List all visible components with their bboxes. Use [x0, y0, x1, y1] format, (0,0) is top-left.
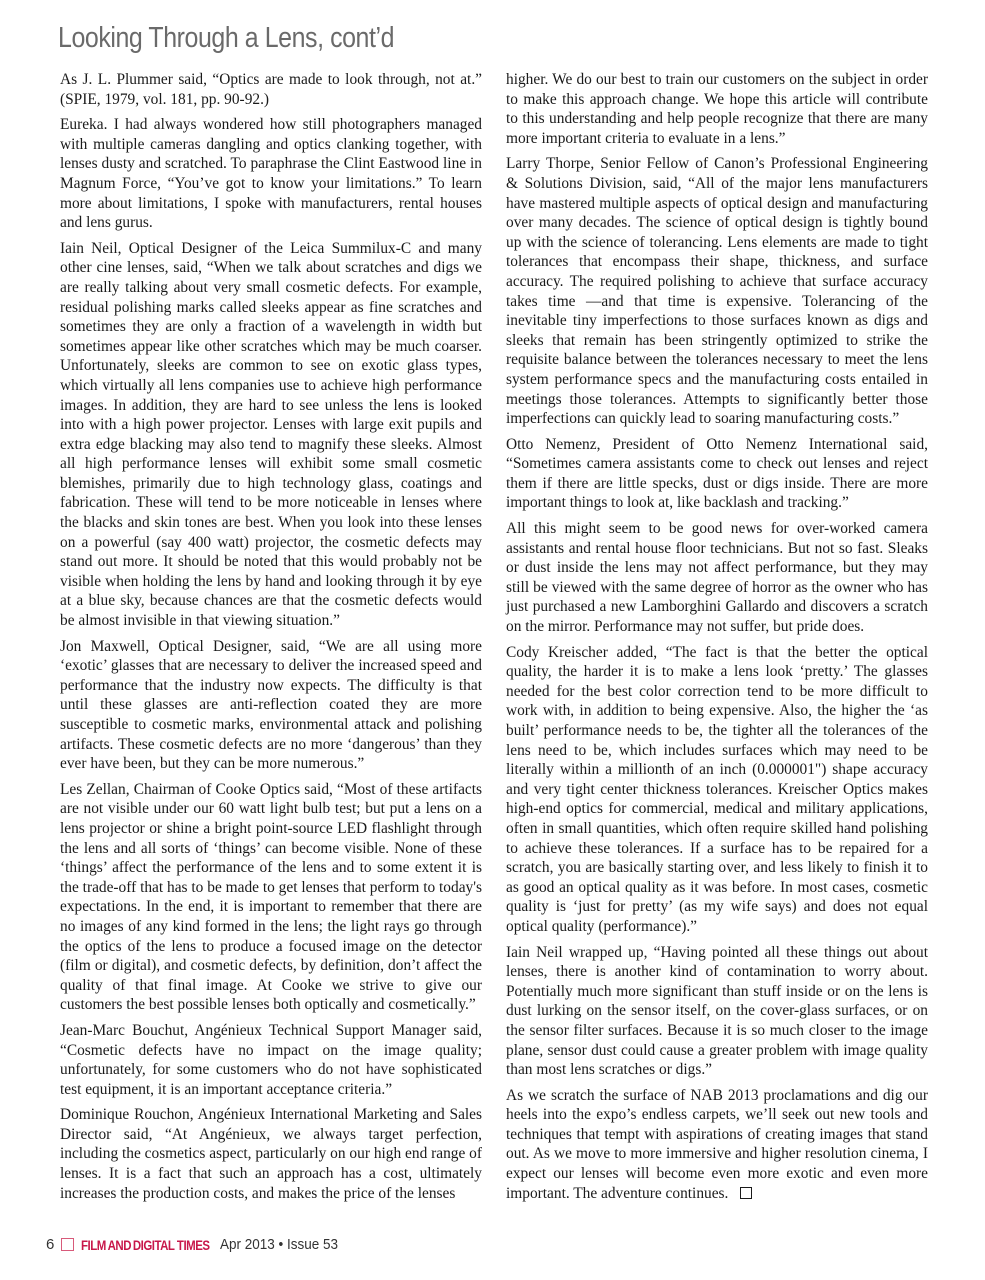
publication-brand: FILM AND DIGITAL TIMES: [81, 1236, 210, 1253]
paragraph-otto-nemenz: Otto Nemenz, President of Otto Nemenz International said, “Sometimes camera assistants come to check out lenses and reject them if there are little specks, dust or digs inside. There are more important things to look at, like backlash and tracking.”: [506, 435, 928, 512]
paragraph-cody-kreischer: Cody Kreischer added, “The fact is that the better the optical quality, the harder it is to make a lens look ‘pretty.’ The glasses needed for the best color correction tend to be more difficult to work with, in addition to being expensive. Also, the higher the ‘as built’ performance needs to be, the tighter all the tolerances of the lens need to be, which includes surfaces which may need to be literally within a millionth of an inch (0.000001") shape accuracy and very tight center thickness tolerances. Kreischer Optics makes high-end optics for commercial, medical and military applications, often in small quantities, which often require skilled hand polishing to achieve these tolerances. If a surface has to be repaired for a scratch, you are basically starting over, and less likely to finish it to as good an optical quality as it was before. In most cases, cosmetic quality is ‘just for pretty’ (as my wife says) and does not equal optical quality (performance).”: [506, 643, 928, 935]
paragraph-good-news: All this might seem to be good news for over-worked camera assistants and rental house floor technicians. But not so fast. Sleaks or dust inside the lens may not affect performance, but they may still be viewed with the same degree of horror as the owner who has just purchased a new Lamborghini Gallardo and discovers a scratch on the mirror. Performance may not suffer, but pride does.: [506, 520, 928, 636]
page-footer: [46, 1236, 351, 1253]
paragraph-jon-maxwell: Jon Maxwell, Optical Designer, said, “We are all using more ‘exotic’ glasses that are necessary to deliver the increased speed and performance that the industry now expects. The difficulty is that until these glasses are anti-reflection coated they are more susceptible to cosmetic marks, environmental attack and polishing artifacts. These cosmetic defects are no more ‘dangerous’ than they ever have been, but they can be more numerous.”: [60, 637, 482, 773]
paragraph-jean-marc-bouchut: Jean-Marc Bouchut, Angénieux Technical Support Manager said, “Cosmetic defects have no impact on the image quality; unfortunately, for some customers who do not have sophisticated test equipment, it is an important acceptance criteria.”: [60, 1021, 482, 1098]
issue-info: Apr 2013 • Issue 53: [220, 1236, 339, 1253]
paragraph-larry-thorpe: Larry Thorpe, Senior Fellow of Canon’s Professional Engineering & Solutions Division, said, “All of the major lens manufacturers have mastered multiple aspects of optical design and manufacturing over many decades. The science of optical design is tightly bound up with the science of tolerancing. Lens elements are made to tight tolerances that encompass their shape, thickness, and surface accuracy. The required polishing to achieve that surface accuracy takes time —and that time is expensive. Tolerancing of the inevitable tiny imperfections to those surfaces known as digs and sleeks that remain has been stringently optimized to strike the requisite balance between the tolerances necessary to meet the lens system performance specs and the manufacturing costs entailed in meetings those tolerances. Attempts to significantly better those imperfections can quickly lead to soaring manufacturing costs.”: [506, 155, 928, 428]
end-of-article-icon: [740, 1187, 752, 1199]
paragraph-conclusion: [506, 1086, 928, 1204]
paragraph-iain-neil-wrap: Iain Neil wrapped up, “Having pointed all these things out about lenses, there is another kind of contamination to worry about. Potentially much more significant than stuff inside or on the lens is dust lurking on the sensor itself, on the cover-glass surfaces, or on the sensor filter surfaces. Because it is so much closer to the image plane, sensor dust could cause a greater problem with image quality than most lens scratches or digs.”: [506, 943, 928, 1079]
page-title: Looking Through a Lens, cont’d: [58, 22, 395, 54]
footer-square-icon: [61, 1238, 74, 1251]
paragraph-les-zellan: Les Zellan, Chairman of Cooke Optics said, “Most of these artifacts are not visible under our 60 watt light bulb test; but put a lens on a lens projector or shine a bright point-source LED flashlight through the lens and all sorts of ‘things’ can become visible. None of these ‘things’ affect the performance of the lens and to some extent it is the trade-off that has to be made to get lenses that perform to today's expectations. In the end, it is important to remember that there are no images of any kind formed in the lens; the light rays go through the optics of the lens to produce a focused image on the detector (film or digital), and cosmetic defects, by definition, don’t affect the quality of that final image. At Cooke we strive to give our customers the best possible lenses both optically and cosmetically.”: [60, 780, 482, 1014]
paragraph-iain-neil: Iain Neil, Optical Designer of the Leica Summilux-C and many other cine lenses, said, “When we talk about scratches and digs we are really talking about very small cosmetic defects. For example, residual polishing marks called sleeks appear as fine scratches and sometimes they are only a fraction of a wavelength in width but sometimes appear like other scratches which may be much coarser. Unfortunately, sleeks are common to see on exotic glass types, which virtually all lens companies use to achieve high performance images. In addition, they are hard to see unless the lens is looked into with a high power projector. Lenses with large exit pupils and extra edge blacking may also tend to magnify these sleeks. Almost all high performance lenses will exhibit some small cosmetic blemishes, primarily due to high technology glass, coatings and fabrication. These will tend to be more noticeable in lenses where the blacks and skin tones are best. When you look into these lenses on a powerful (say 400 watt) projector, the cosmetic defects may stand out more. It should be noted that this would probably not be visible when holding the lens by hand and looking through it by eye at a blue sky, because chances are that the cosmetic defects would be almost invisible in that viewing situation.”: [60, 239, 482, 630]
paragraph-eureka: Eureka. I had always wondered how still photographers managed with multiple cameras dangling and optics clanking together, with lenses dusty and scratched. To paraphrase the Clint Eastwood line in Magnum Force, “You’ve got to know your limitations.” To learn more about limitations, I spoke with manufacturers, rental houses and lens gurus.: [60, 116, 482, 232]
paragraph-plummer-quote: As J. L. Plummer said, “Optics are made to look through, not at.” (SPIE, 1979, vol. 181, pp. 90-92.): [60, 71, 482, 108]
article-column-right: [506, 70, 928, 1209]
conclusion-text: As we scratch the surface of NAB 2013 proclamations and dig our heels into the expo’s endless carpets, we’ll seek out new tools and techniques that tempt with aspirations of creating images that stand out. As we move to more immersive and higher resolution cinema, I expect our lenses will become even more exotic and even more important. The adventure continues.: [506, 1086, 928, 1202]
article-column-left: [60, 70, 482, 1209]
paragraph-dominique-rouchon: Dominique Rouchon, Angénieux International Marketing and Sales Director said, “At Angénieux, we always target perfection, including the cosmetics aspect, particularly on our high end range of lenses. It is a fact that such an approach has a cost, ultimately increases the production costs, and makes the price of the lenses: [60, 1106, 482, 1202]
page-number: 6: [46, 1236, 55, 1253]
paragraph-rouchon-continued: higher. We do our best to train our customers on the subject in order to make this approach change. We hope this article will contribute to this understanding and help people recognize that there are many more important criteria to evaluate in a lens.”: [506, 71, 928, 147]
